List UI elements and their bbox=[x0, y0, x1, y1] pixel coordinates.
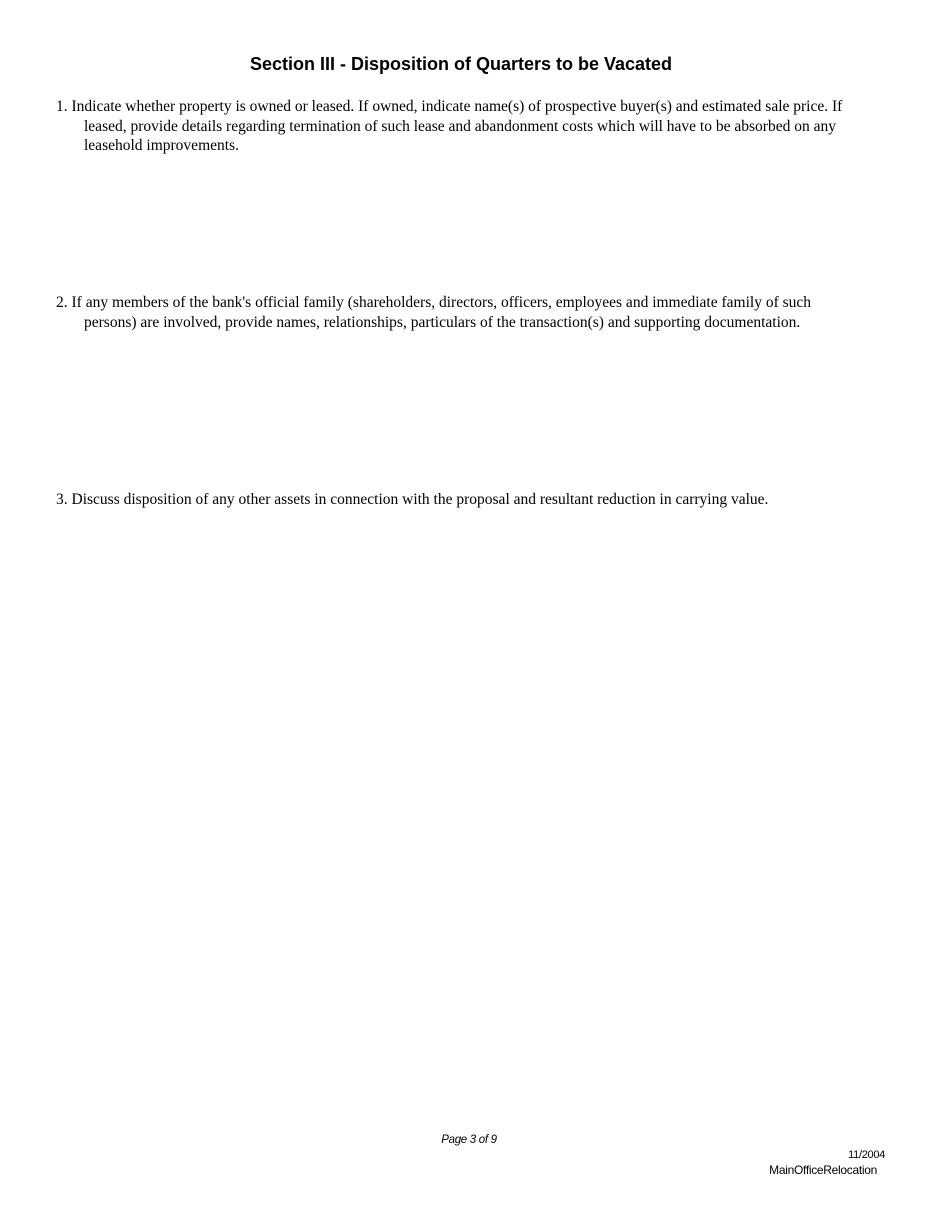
question-3: 3. Discuss disposition of any other assets in connection with the proposal and resultant reduction in carrying value. bbox=[56, 491, 769, 508]
question-1: 1. Indicate whether property is owned or leased. If owned, indicate name(s) of prospective buyer(s) and estimated sale price. If leased, provide details regarding termination of such lease and abandonment costs which will have to be absorbed on any leasehold improvements. bbox=[56, 98, 843, 154]
form-revision-date: 11/2004 bbox=[848, 1149, 885, 1161]
form-name: MainOfficeRelocation bbox=[769, 1163, 877, 1177]
answer-area-2[interactable] bbox=[56, 356, 876, 481]
question-2: 2. If any members of the bank's official family (shareholders, directors, officers, employees and immediate family of such persons) are involved, provide names, relationships, particulars of the transaction(s) and supporting documentation. bbox=[56, 294, 812, 331]
answer-area-1[interactable] bbox=[56, 160, 876, 285]
section-title: Section III - Disposition of Quarters to be Vacated bbox=[249, 54, 673, 74]
answer-area-3[interactable] bbox=[56, 515, 876, 1115]
page-number: Page 3 of 9 bbox=[441, 1134, 497, 1146]
